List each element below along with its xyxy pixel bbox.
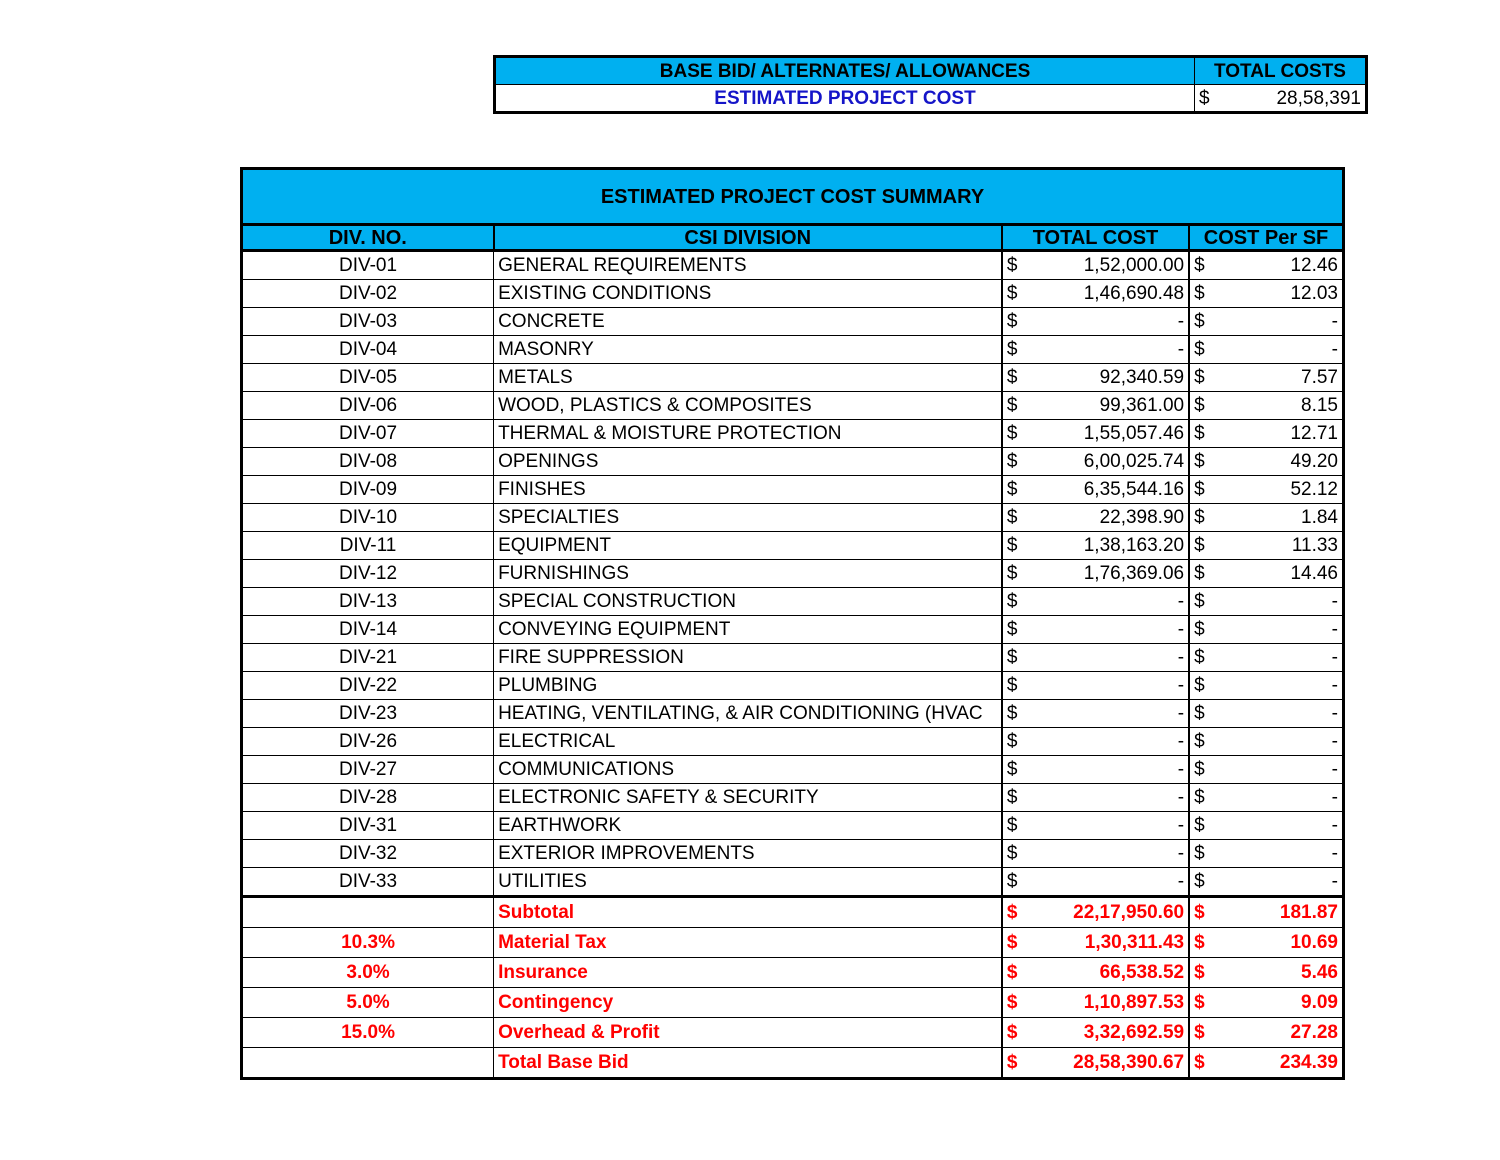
table-row xyxy=(242,336,1344,364)
currency-symbol: $ xyxy=(1006,367,1018,388)
csi-division-name: PLUMBING xyxy=(494,672,1002,700)
cost-per-sf-cell xyxy=(1189,336,1343,364)
totals-row xyxy=(242,958,1344,988)
total-cost-value: 1,52,000.00 xyxy=(1083,255,1185,276)
cost-per-sf-value: 7.57 xyxy=(1301,367,1338,388)
table-row xyxy=(242,812,1344,840)
table-row xyxy=(242,476,1344,504)
totals-per-sf-cell xyxy=(1189,988,1343,1018)
currency-symbol: $ xyxy=(1194,563,1205,584)
percentage: 5.0% xyxy=(242,988,494,1018)
currency-symbol: $ xyxy=(1194,1022,1205,1043)
table-row xyxy=(242,364,1344,392)
totals-cost-cell xyxy=(1002,1018,1189,1048)
cost-per-sf-value: 12.03 xyxy=(1290,283,1338,304)
cost-per-sf-value: - xyxy=(1331,647,1338,668)
total-cost-value: 1,55,057.46 xyxy=(1083,423,1185,444)
totals-per-sf-cell xyxy=(1189,1048,1343,1079)
currency-symbol: $ xyxy=(1194,992,1205,1013)
csi-division-name: FIRE SUPPRESSION xyxy=(494,644,1002,672)
table-row xyxy=(242,308,1344,336)
total-cost-cell xyxy=(1002,251,1189,280)
div-number: DIV-28 xyxy=(242,784,494,812)
cost-per-sf-cell xyxy=(1189,448,1343,476)
estimated-project-cost-cell xyxy=(1195,85,1367,113)
div-number: DIV-13 xyxy=(242,588,494,616)
csi-division-name: EXISTING CONDITIONS xyxy=(494,280,1002,308)
div-number: DIV-12 xyxy=(242,560,494,588)
totals-row xyxy=(242,897,1344,928)
total-cost-cell xyxy=(1002,364,1189,392)
total-cost-header: TOTAL COST xyxy=(1002,225,1189,251)
percentage: 3.0% xyxy=(242,958,494,988)
estimated-project-cost-row xyxy=(495,85,1367,113)
totals-per-sf-cell xyxy=(1189,928,1343,958)
cost-per-sf-cell xyxy=(1189,644,1343,672)
total-cost-value: - xyxy=(1177,815,1185,836)
currency-symbol: $ xyxy=(1194,962,1205,983)
totals-cost-value: 28,58,390.67 xyxy=(1073,1052,1185,1073)
div-number: DIV-21 xyxy=(242,644,494,672)
cost-per-sf-value: - xyxy=(1331,675,1338,696)
cost-per-sf-cell xyxy=(1189,532,1343,560)
totals-cost-cell xyxy=(1002,988,1189,1018)
currency-symbol: $ xyxy=(1006,563,1018,584)
cost-per-sf-cell xyxy=(1189,251,1343,280)
totals-label: Overhead & Profit xyxy=(494,1018,1002,1048)
total-cost-cell xyxy=(1002,280,1189,308)
currency-symbol: $ xyxy=(1194,339,1205,360)
currency-symbol: $ xyxy=(1194,815,1205,836)
div-number: DIV-31 xyxy=(242,812,494,840)
currency-symbol: $ xyxy=(1006,339,1018,360)
currency-symbol: $ xyxy=(1006,1022,1018,1043)
totals-label: Total Base Bid xyxy=(494,1048,1002,1079)
div-number: DIV-27 xyxy=(242,756,494,784)
div-number: DIV-06 xyxy=(242,392,494,420)
table-row xyxy=(242,784,1344,812)
currency-symbol: $ xyxy=(1194,619,1205,640)
totals-per-sf-value: 181.87 xyxy=(1279,902,1338,923)
currency-symbol: $ xyxy=(1006,507,1018,528)
cost-per-sf-cell xyxy=(1189,392,1343,420)
totals-cost-cell xyxy=(1002,897,1189,928)
totals-row xyxy=(242,988,1344,1018)
div-number: DIV-22 xyxy=(242,672,494,700)
cost-per-sf-value: 11.33 xyxy=(1291,535,1338,556)
cost-per-sf-cell xyxy=(1189,476,1343,504)
total-cost-cell xyxy=(1002,308,1189,336)
cost-per-sf-value: - xyxy=(1331,843,1338,864)
currency-symbol: $ xyxy=(1006,311,1018,332)
total-cost-cell xyxy=(1002,532,1189,560)
total-cost-value: - xyxy=(1177,619,1185,640)
total-cost-value: 1,38,163.20 xyxy=(1083,535,1185,556)
cost-summary-title: ESTIMATED PROJECT COST SUMMARY xyxy=(242,169,1344,225)
currency-symbol: $ xyxy=(1006,902,1018,923)
total-cost-cell xyxy=(1002,812,1189,840)
table-row xyxy=(242,728,1344,756)
cost-per-sf-cell xyxy=(1189,364,1343,392)
div-number: DIV-23 xyxy=(242,700,494,728)
totals-cost-cell xyxy=(1002,1048,1189,1079)
totals-cost-value: 22,17,950.60 xyxy=(1073,902,1185,923)
total-costs-header: TOTAL COSTS xyxy=(1195,57,1367,85)
currency-symbol: $ xyxy=(1006,591,1018,612)
cost-per-sf-cell xyxy=(1189,812,1343,840)
table-row xyxy=(242,840,1344,868)
cost-per-sf-value: - xyxy=(1331,787,1338,808)
total-cost-cell xyxy=(1002,616,1189,644)
totals-per-sf-value: 234.39 xyxy=(1279,1052,1338,1073)
table-row xyxy=(242,868,1344,897)
cost-per-sf-value: - xyxy=(1331,759,1338,780)
currency-symbol: $ xyxy=(1194,647,1205,668)
csi-division-name: ELECTRICAL xyxy=(494,728,1002,756)
cost-per-sf-value: - xyxy=(1331,815,1338,836)
table-row xyxy=(242,504,1344,532)
currency-symbol: $ xyxy=(1194,703,1205,724)
totals-label: Contingency xyxy=(494,988,1002,1018)
csi-division-name: SPECIAL CONSTRUCTION xyxy=(494,588,1002,616)
currency-symbol: $ xyxy=(1006,451,1018,472)
currency-symbol: $ xyxy=(1194,902,1205,923)
totals-cost-value: 3,32,692.59 xyxy=(1083,1022,1185,1043)
div-number: DIV-04 xyxy=(242,336,494,364)
div-number: DIV-01 xyxy=(242,251,494,280)
column-header-row xyxy=(242,225,1344,251)
currency-symbol: $ xyxy=(1194,759,1205,780)
cost-per-sf-value: 12.71 xyxy=(1290,423,1338,444)
totals-label: Material Tax xyxy=(494,928,1002,958)
currency-symbol: $ xyxy=(1006,535,1018,556)
cost-per-sf-value: 14.46 xyxy=(1290,563,1338,584)
currency-symbol: $ xyxy=(1006,962,1018,983)
csi-division-name: WOOD, PLASTICS & COMPOSITES xyxy=(494,392,1002,420)
table-row xyxy=(242,644,1344,672)
currency-symbol: $ xyxy=(1006,647,1018,668)
total-cost-value: - xyxy=(1177,843,1185,864)
estimated-project-cost-label: ESTIMATED PROJECT COST xyxy=(495,85,1195,113)
totals-per-sf-cell xyxy=(1189,897,1343,928)
total-cost-cell xyxy=(1002,448,1189,476)
currency-symbol: $ xyxy=(1194,479,1205,500)
div-number: DIV-10 xyxy=(242,504,494,532)
totals-cost-cell xyxy=(1002,958,1189,988)
div-number: DIV-08 xyxy=(242,448,494,476)
div-number: DIV-03 xyxy=(242,308,494,336)
currency-symbol: $ xyxy=(1199,87,1210,109)
totals-per-sf-value: 9.09 xyxy=(1301,992,1338,1013)
cost-per-sf-cell xyxy=(1189,308,1343,336)
cost-per-sf-cell xyxy=(1189,868,1343,897)
currency-symbol: $ xyxy=(1194,675,1205,696)
total-cost-value: 1,76,369.06 xyxy=(1083,563,1185,584)
cost-per-sf-cell xyxy=(1189,756,1343,784)
cost-summary-table xyxy=(240,167,1345,1080)
cost-per-sf-value: - xyxy=(1331,871,1338,892)
csi-division-header: CSI DIVISION xyxy=(494,225,1002,251)
total-cost-cell xyxy=(1002,868,1189,897)
totals-label: Insurance xyxy=(494,958,1002,988)
currency-symbol: $ xyxy=(1194,507,1205,528)
csi-division-name: CONVEYING EQUIPMENT xyxy=(494,616,1002,644)
estimated-project-cost-value: 28,58,391 xyxy=(1276,87,1361,109)
total-cost-value: 92,340.59 xyxy=(1099,367,1185,388)
currency-symbol: $ xyxy=(1006,932,1018,953)
total-cost-value: 22,398.90 xyxy=(1099,507,1185,528)
cost-per-sf-value: - xyxy=(1331,731,1338,752)
totals-cost-value: 1,10,897.53 xyxy=(1083,992,1185,1013)
currency-symbol: $ xyxy=(1006,619,1018,640)
total-cost-cell xyxy=(1002,756,1189,784)
div-number: DIV-02 xyxy=(242,280,494,308)
total-cost-value: - xyxy=(1177,731,1185,752)
currency-symbol: $ xyxy=(1194,843,1205,864)
total-cost-cell xyxy=(1002,560,1189,588)
cost-per-sf-cell xyxy=(1189,280,1343,308)
total-cost-cell xyxy=(1002,392,1189,420)
cost-per-sf-value: 52.12 xyxy=(1290,479,1338,500)
total-cost-value: - xyxy=(1177,675,1185,696)
cost-per-sf-cell xyxy=(1189,420,1343,448)
table-row xyxy=(242,251,1344,280)
totals-cost-value: 66,538.52 xyxy=(1099,962,1185,983)
cost-summary-title-row xyxy=(242,169,1344,225)
currency-symbol: $ xyxy=(1194,255,1205,276)
csi-division-name: METALS xyxy=(494,364,1002,392)
cost-per-sf-value: 1.84 xyxy=(1301,507,1338,528)
currency-symbol: $ xyxy=(1006,283,1018,304)
base-bid-header: BASE BID/ ALTERNATES/ ALLOWANCES xyxy=(495,57,1195,85)
total-cost-cell xyxy=(1002,672,1189,700)
currency-symbol: $ xyxy=(1006,815,1018,836)
csi-division-name: MASONRY xyxy=(494,336,1002,364)
cost-per-sf-header: COST Per SF xyxy=(1189,225,1343,251)
currency-symbol: $ xyxy=(1194,787,1205,808)
currency-symbol: $ xyxy=(1006,759,1018,780)
percentage xyxy=(242,897,494,928)
table-row xyxy=(242,420,1344,448)
currency-symbol: $ xyxy=(1006,992,1018,1013)
total-cost-cell xyxy=(1002,840,1189,868)
total-cost-value: - xyxy=(1177,759,1185,780)
totals-per-sf-value: 27.28 xyxy=(1290,1022,1338,1043)
csi-division-name: GENERAL REQUIREMENTS xyxy=(494,251,1002,280)
cost-per-sf-value: 8.15 xyxy=(1301,395,1338,416)
currency-symbol: $ xyxy=(1006,395,1018,416)
table-row xyxy=(242,588,1344,616)
div-number: DIV-11 xyxy=(242,532,494,560)
csi-division-name: ELECTRONIC SAFETY & SECURITY xyxy=(494,784,1002,812)
csi-division-name: CONCRETE xyxy=(494,308,1002,336)
currency-symbol: $ xyxy=(1194,451,1205,472)
total-cost-value: - xyxy=(1177,871,1185,892)
total-cost-cell xyxy=(1002,728,1189,756)
cost-per-sf-cell xyxy=(1189,700,1343,728)
currency-symbol: $ xyxy=(1194,591,1205,612)
currency-symbol: $ xyxy=(1006,703,1018,724)
total-cost-cell xyxy=(1002,588,1189,616)
cost-per-sf-value: - xyxy=(1331,311,1338,332)
totals-per-sf-cell xyxy=(1189,958,1343,988)
table-row xyxy=(242,560,1344,588)
total-cost-cell xyxy=(1002,336,1189,364)
table-row xyxy=(242,280,1344,308)
table-row xyxy=(242,532,1344,560)
totals-row xyxy=(242,928,1344,958)
div-number: DIV-05 xyxy=(242,364,494,392)
cost-per-sf-value: 12.46 xyxy=(1290,255,1338,276)
currency-symbol: $ xyxy=(1194,367,1205,388)
total-cost-value: 99,361.00 xyxy=(1099,395,1185,416)
div-number: DIV-26 xyxy=(242,728,494,756)
percentage xyxy=(242,1048,494,1079)
currency-symbol: $ xyxy=(1006,843,1018,864)
currency-symbol: $ xyxy=(1194,535,1205,556)
total-cost-value: - xyxy=(1177,787,1185,808)
totals-row xyxy=(242,1048,1344,1079)
table-row xyxy=(242,756,1344,784)
cost-per-sf-value: - xyxy=(1331,591,1338,612)
percentage: 15.0% xyxy=(242,1018,494,1048)
totals-cost-cell xyxy=(1002,928,1189,958)
totals-rows xyxy=(242,897,1344,1079)
csi-division-name: OPENINGS xyxy=(494,448,1002,476)
currency-symbol: $ xyxy=(1006,675,1018,696)
total-cost-cell xyxy=(1002,504,1189,532)
currency-symbol: $ xyxy=(1006,1052,1018,1073)
total-cost-value: 6,00,025.74 xyxy=(1083,451,1185,472)
totals-per-sf-cell xyxy=(1189,1018,1343,1048)
totals-cost-value: 1,30,311.43 xyxy=(1084,932,1185,953)
currency-symbol: $ xyxy=(1006,731,1018,752)
currency-symbol: $ xyxy=(1006,871,1018,892)
csi-division-name: FURNISHINGS xyxy=(494,560,1002,588)
currency-symbol: $ xyxy=(1194,311,1205,332)
div-number: DIV-32 xyxy=(242,840,494,868)
total-cost-cell xyxy=(1002,700,1189,728)
csi-division-name: HEATING, VENTILATING, & AIR CONDITIONING (HVAC xyxy=(494,700,1002,728)
currency-symbol: $ xyxy=(1194,283,1205,304)
csi-division-name: COMMUNICATIONS xyxy=(494,756,1002,784)
total-cost-cell xyxy=(1002,644,1189,672)
div-number: DIV-14 xyxy=(242,616,494,644)
table-row xyxy=(242,448,1344,476)
cost-per-sf-value: - xyxy=(1331,339,1338,360)
total-cost-value: - xyxy=(1177,311,1185,332)
csi-division-name: SPECIALTIES xyxy=(494,504,1002,532)
total-cost-value: - xyxy=(1177,647,1185,668)
total-cost-value: 6,35,544.16 xyxy=(1083,479,1185,500)
total-cost-cell xyxy=(1002,476,1189,504)
currency-symbol: $ xyxy=(1006,787,1018,808)
csi-division-name: EQUIPMENT xyxy=(494,532,1002,560)
currency-symbol: $ xyxy=(1194,871,1205,892)
currency-symbol: $ xyxy=(1006,255,1018,276)
division-rows xyxy=(242,251,1344,897)
top-header-row xyxy=(495,57,1367,85)
currency-symbol: $ xyxy=(1194,423,1205,444)
base-bid-summary-table xyxy=(493,55,1368,114)
total-cost-value: - xyxy=(1177,591,1185,612)
currency-symbol: $ xyxy=(1006,423,1018,444)
csi-division-name: THERMAL & MOISTURE PROTECTION xyxy=(494,420,1002,448)
cost-per-sf-cell xyxy=(1189,616,1343,644)
totals-per-sf-value: 10.69 xyxy=(1290,932,1338,953)
percentage: 10.3% xyxy=(242,928,494,958)
currency-symbol: $ xyxy=(1194,395,1205,416)
currency-symbol: $ xyxy=(1006,479,1018,500)
table-row xyxy=(242,392,1344,420)
csi-division-name: UTILITIES xyxy=(494,868,1002,897)
cost-per-sf-cell xyxy=(1189,588,1343,616)
total-cost-value: - xyxy=(1177,339,1185,360)
cost-per-sf-cell xyxy=(1189,560,1343,588)
div-number: DIV-09 xyxy=(242,476,494,504)
currency-symbol: $ xyxy=(1194,932,1205,953)
total-cost-cell xyxy=(1002,420,1189,448)
cost-per-sf-cell xyxy=(1189,784,1343,812)
currency-symbol: $ xyxy=(1194,1052,1205,1073)
totals-row xyxy=(242,1018,1344,1048)
cost-per-sf-cell xyxy=(1189,840,1343,868)
cost-per-sf-value: - xyxy=(1331,703,1338,724)
cost-per-sf-cell xyxy=(1189,672,1343,700)
currency-symbol: $ xyxy=(1194,731,1205,752)
csi-division-name: EARTHWORK xyxy=(494,812,1002,840)
total-cost-value: 1,46,690.48 xyxy=(1083,283,1185,304)
total-cost-cell xyxy=(1002,784,1189,812)
cost-per-sf-value: - xyxy=(1331,619,1338,640)
cost-per-sf-cell xyxy=(1189,728,1343,756)
csi-division-name: EXTERIOR IMPROVEMENTS xyxy=(494,840,1002,868)
totals-per-sf-value: 5.46 xyxy=(1301,962,1338,983)
cost-per-sf-value: 49.20 xyxy=(1290,451,1338,472)
csi-division-name: FINISHES xyxy=(494,476,1002,504)
totals-label: Subtotal xyxy=(494,897,1002,928)
div-number: DIV-33 xyxy=(242,868,494,897)
div-no-header: DIV. NO. xyxy=(242,225,494,251)
total-cost-value: - xyxy=(1177,703,1185,724)
cost-per-sf-cell xyxy=(1189,504,1343,532)
div-number: DIV-07 xyxy=(242,420,494,448)
table-row xyxy=(242,700,1344,728)
table-row xyxy=(242,672,1344,700)
table-row xyxy=(242,616,1344,644)
